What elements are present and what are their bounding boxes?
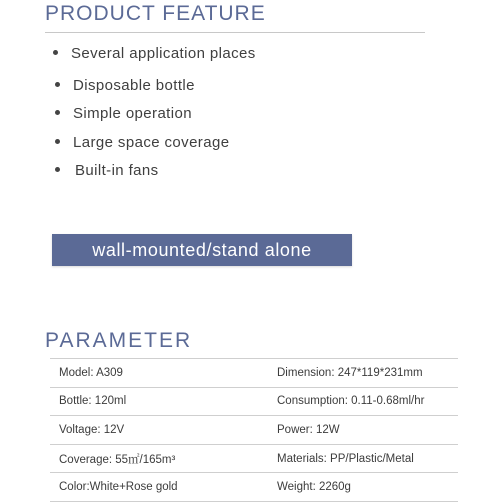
- param-cell: Weight: 2260g: [259, 473, 458, 502]
- bullet-icon: [55, 139, 60, 144]
- feature-item: [55, 134, 230, 151]
- feature-text: Large space coverage: [73, 134, 230, 151]
- title-divider: [45, 32, 425, 33]
- param-cell: Voltage: 12V: [50, 416, 259, 445]
- table-row: [50, 473, 458, 502]
- table-row: [50, 416, 458, 445]
- parameter-title: PARAMETER: [45, 329, 193, 352]
- mounting-banner: wall-mounted/stand alone: [52, 234, 352, 266]
- bullet-icon: [55, 82, 60, 87]
- feature-text: Simple operation: [73, 105, 192, 122]
- feature-text: Built-in fans: [75, 162, 159, 179]
- feature-item: [55, 105, 192, 122]
- feature-text: Disposable bottle: [73, 77, 195, 94]
- table-row: [50, 387, 458, 416]
- feature-text: Several application places: [71, 45, 256, 62]
- feature-item: [53, 45, 256, 62]
- feature-item: [55, 77, 195, 94]
- param-cell: Dimension: 247*119*231mm: [259, 359, 458, 388]
- table-row: [50, 359, 458, 388]
- bullet-icon: [53, 50, 58, 55]
- param-cell: Coverage: 55㎡/165m³: [50, 444, 259, 473]
- param-cell: Color:White+Rose gold: [50, 473, 259, 502]
- bullet-icon: [55, 110, 60, 115]
- product-feature-title: PRODUCT FEATURE: [45, 2, 266, 25]
- param-cell: Consumption: 0.11-0.68ml/hr: [259, 387, 458, 416]
- feature-item: [55, 162, 159, 179]
- param-cell: Power: 12W: [259, 416, 458, 445]
- param-cell: Bottle: 120ml: [50, 387, 259, 416]
- param-cell: Model: A309: [50, 359, 259, 388]
- param-cell: Materials: PP/Plastic/Metal: [259, 444, 458, 473]
- table-row: [50, 444, 458, 473]
- bullet-icon: [55, 167, 60, 172]
- parameter-table: [50, 358, 458, 502]
